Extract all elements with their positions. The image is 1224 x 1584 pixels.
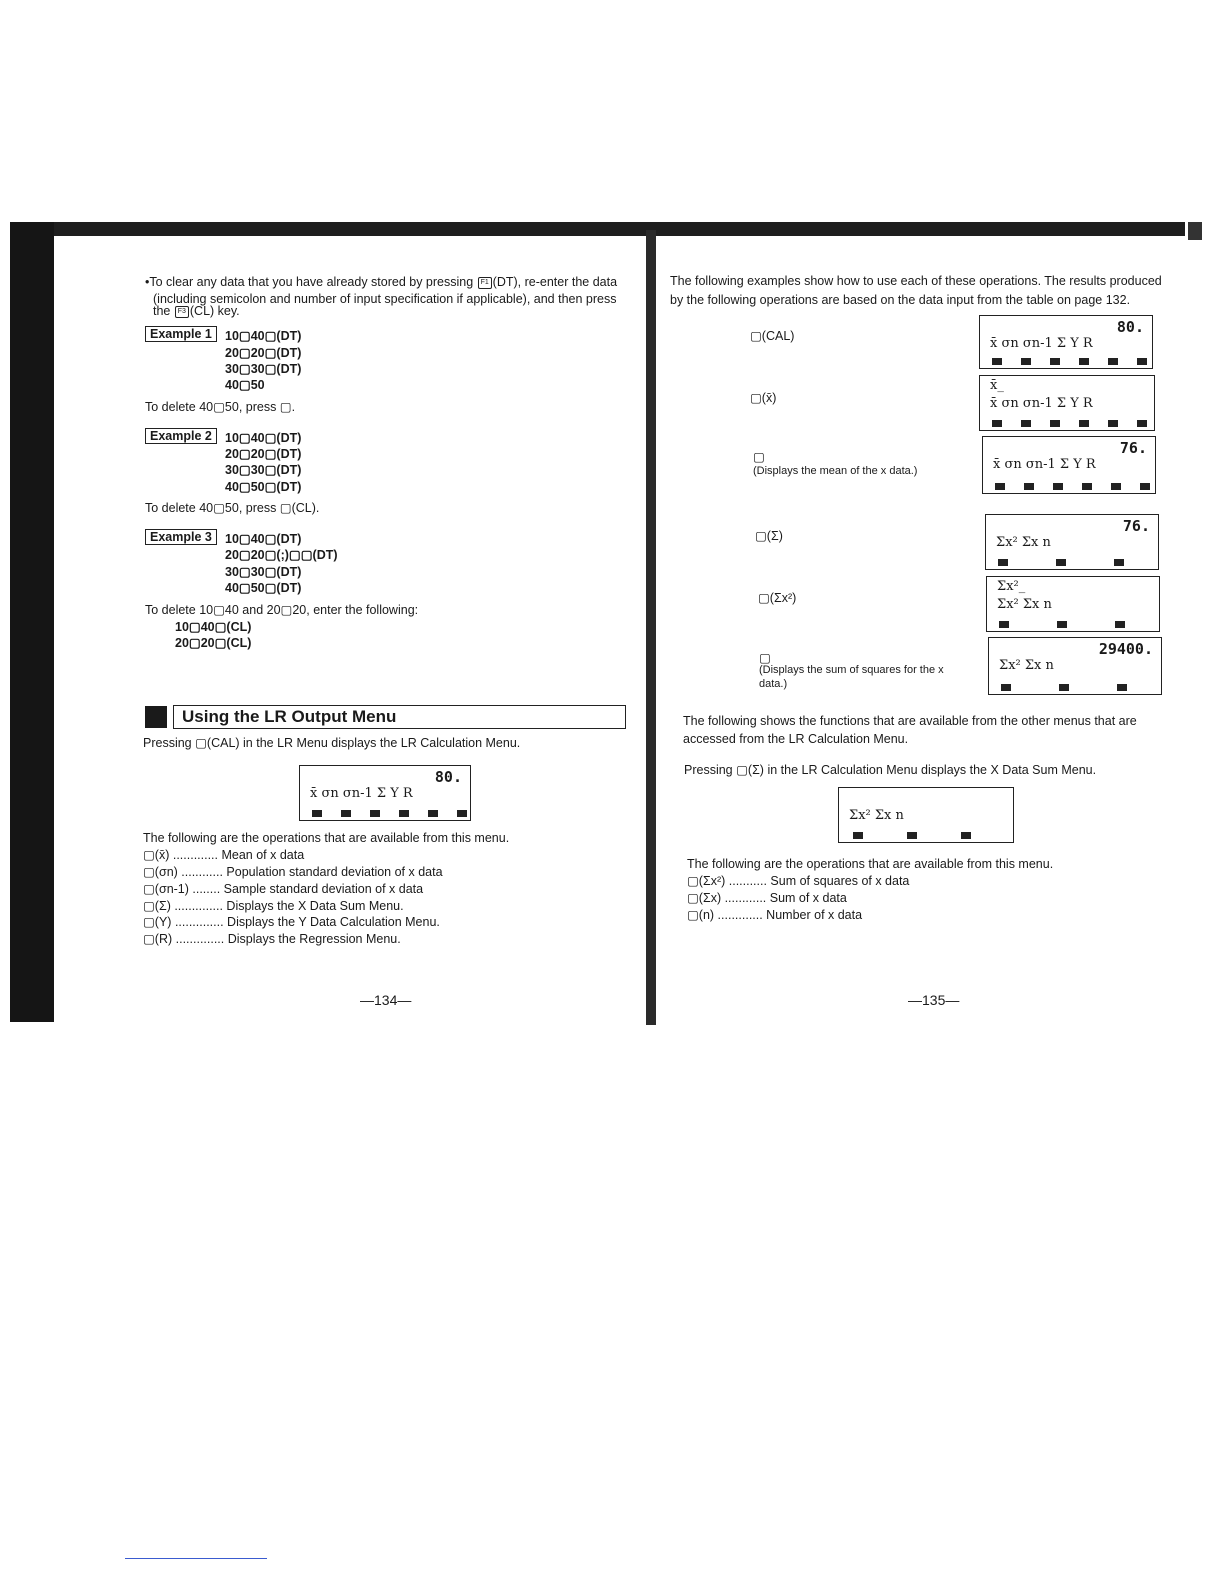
page-number-right: —135— (908, 992, 960, 1008)
step-4-display (985, 514, 1159, 570)
step-4-key: ▢(Σ) (755, 529, 783, 543)
f1-key-icon: F1 (478, 277, 492, 289)
function-key-row (853, 832, 990, 839)
step-3-key: ▢ (753, 450, 765, 464)
op-item: ▢(σn-1) ........ Sample standard deviation of x data (143, 882, 424, 896)
step-1-menu: x̄ σn σn-1 Σ Y R (990, 336, 1093, 351)
op-item: ▢(Σx²) ........... Sum of squares of x data (687, 874, 910, 888)
step-4-menu: Σx² Σx n (996, 535, 1051, 550)
step-5-display (986, 576, 1160, 632)
page-number-left: —134— (360, 992, 412, 1008)
display-value: 80. (434, 768, 462, 786)
pressing-sum-text: Pressing ▢(Σ) in the LR Calculation Menu displays the X Data Sum Menu. (684, 763, 1097, 777)
step-6-value: 29400. (1098, 640, 1153, 658)
example-2-line-4: 40▢50▢(DT) (225, 480, 302, 494)
function-key-row (998, 559, 1143, 566)
example-2-label: Example 2 (145, 427, 217, 445)
clear-note-line-1: •To clear any data that you have already stored by pressing F1 (DT), re-enter the data (145, 275, 618, 289)
op-item: ▢(Σx) ............ Sum of x data (687, 891, 847, 905)
book-gutter (646, 230, 656, 1025)
step-2-menu: x̄ σn σn-1 Σ Y R (990, 396, 1093, 411)
example-2-line-1: 10▢40▢(DT) (225, 431, 302, 445)
step-3-display (982, 436, 1156, 494)
step-4-value: 76. (1122, 517, 1150, 535)
functions-intro-line-1: The following shows the functions that are available from the other menus that are (683, 714, 1137, 728)
example-3-line-1: 10▢40▢(DT) (225, 532, 302, 546)
function-key-row (312, 810, 486, 817)
example-1-line-1: 10▢40▢(DT) (225, 329, 302, 343)
step-5-key: ▢(Σx²) (758, 591, 797, 605)
step-3-note: (Displays the mean of the x data.) (753, 465, 918, 477)
function-key-row (992, 420, 1166, 427)
example-1-label: Example 1 (145, 325, 217, 343)
step-2-display (979, 375, 1155, 431)
scan-right-edge (1188, 222, 1202, 240)
scan-top-bar (10, 222, 1185, 236)
op-item: ▢(R) .............. Displays the Regression Menu. (143, 932, 401, 946)
section-marker-block (145, 706, 167, 728)
step-6-display (988, 637, 1162, 695)
f3-key-icon: F3 (175, 306, 189, 318)
section-title: Using the LR Output Menu (173, 705, 626, 729)
function-key-row (999, 621, 1144, 628)
lr-calc-menu-display (299, 765, 471, 821)
delete-instruction-3: To delete 10▢40 and 20▢20, enter the following: (145, 603, 419, 617)
example-1-line-2: 20▢20▢(DT) (225, 346, 302, 360)
step-3-value: 76. (1119, 439, 1147, 457)
clear-note-line-3: the F3 (CL) key. (153, 304, 240, 318)
example-3-line-4: 40▢50▢(DT) (225, 581, 302, 595)
step-1-key: ▢(CAL) (750, 329, 795, 343)
op-item: ▢(Σ) .............. Displays the X Data Sum Menu. (143, 899, 404, 913)
delete-3-line-2: 20▢20▢(CL) (175, 636, 252, 650)
function-key-row (992, 358, 1166, 365)
sum-menu-labels: Σx² Σx n (849, 808, 904, 823)
bottom-rule (125, 1558, 267, 1559)
function-key-row (1001, 684, 1146, 691)
function-key-row (995, 483, 1169, 490)
example-3-line-3: 30▢30▢(DT) (225, 565, 302, 579)
step-1-value: 80. (1116, 318, 1144, 336)
ops-intro-right: The following are the operations that are available from this menu. (687, 857, 1054, 871)
step-1-display (979, 315, 1153, 369)
step-6-note: (Displays the sum of squares for the x data.) (759, 664, 944, 690)
op-item: ▢(Y) .............. Displays the Y Data Calculation Menu. (143, 915, 440, 929)
step-6-key: ▢ (759, 651, 771, 665)
example-1-line-3: 30▢30▢(DT) (225, 362, 302, 376)
op-item: ▢(σn) ............ Population standard deviation of x data (143, 865, 443, 879)
example-3-label: Example 3 (145, 528, 217, 546)
delete-instruction-1: To delete 40▢50, press ▢. (145, 400, 296, 414)
op-item: ▢(x̄) ............. Mean of x data (143, 848, 305, 862)
step-2-line1: x̄_ (990, 378, 1004, 393)
display-menu-labels: x̄ σn σn-1 Σ Y R (310, 786, 413, 801)
example-1-line-4: 40▢50 (225, 378, 265, 392)
example-3-line-2: 20▢20▢(;)▢▢(DT) (225, 548, 338, 562)
step-2-key: ▢(x̄) (750, 391, 777, 405)
step-5-line1: Σx²_ (997, 579, 1026, 594)
step-5-menu: Σx² Σx n (997, 597, 1052, 612)
step-3-menu: x̄ σn σn-1 Σ Y R (993, 457, 1096, 472)
clear-note-line-2: (including semicolon and number of input specification if applicable), and then press (153, 292, 617, 306)
delete-instruction-2: To delete 40▢50, press ▢(CL). (145, 501, 320, 515)
scan-left-edge (10, 222, 54, 1022)
functions-intro-line-2: accessed from the LR Calculation Menu. (683, 732, 909, 746)
example-2-line-3: 30▢30▢(DT) (225, 463, 302, 477)
ops-intro-left: The following are the operations that are available from this menu. (143, 831, 510, 845)
right-intro-line-1: The following examples show how to use each of these operations. The results produced (670, 274, 1162, 288)
pressing-cal-text: Pressing ▢(CAL) in the LR Menu displays the LR Calculation Menu. (143, 736, 521, 750)
step-6-menu: Σx² Σx n (999, 658, 1054, 673)
op-item: ▢(n) ............. Number of x data (687, 908, 863, 922)
example-2-line-2: 20▢20▢(DT) (225, 447, 302, 461)
delete-3-line-1: 10▢40▢(CL) (175, 620, 252, 634)
right-intro-line-2: by the following operations are based on the data input from the table on page 132. (670, 293, 1131, 307)
x-data-sum-menu-display (838, 787, 1014, 843)
